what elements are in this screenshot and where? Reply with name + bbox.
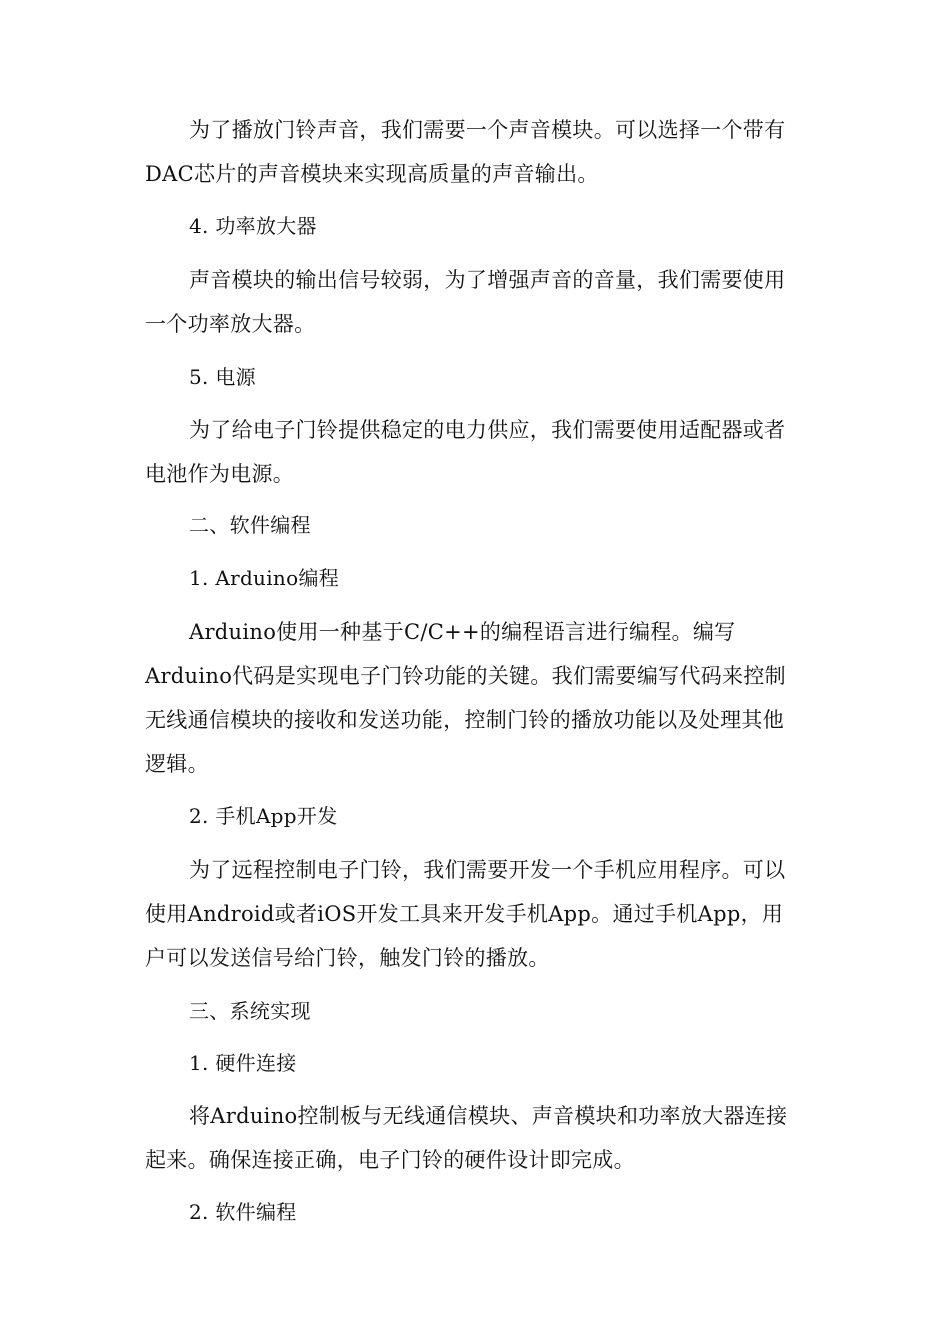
paragraph-power-amplifier: 声音模块的输出信号较弱，为了增强声音的音量，我们需要使用一个功率放大器。: [145, 268, 786, 336]
heading-software-programming: 二、软件编程: [189, 513, 311, 537]
heading-arduino-programming: 1. Arduino编程: [189, 566, 340, 590]
heading-software-programming-2: 2. 软件编程: [189, 1200, 297, 1224]
heading-power-supply: 5. 电源: [189, 365, 256, 389]
paragraph-arduino-programming: Arduino使用一种基于C/C++的编程语言进行编程。编写Arduino代码是实现电子门铃功能的关键。我们需要编写代码来控制无线通信模块的接收和发送功能，控制门铃的播放功能以及处理其他逻辑。: [145, 620, 786, 776]
heading-power-amplifier: 4. 功率放大器: [189, 214, 317, 238]
paragraph-hardware-connection: 将Arduino控制板与无线通信模块、声音模块和功率放大器连接起来。确保连接正确，电子门铃的硬件设计即完成。: [145, 1104, 788, 1172]
heading-hardware-connection: 1. 硬件连接: [189, 1051, 297, 1075]
paragraph-mobile-app: 为了远程控制电子门铃，我们需要开发一个手机应用程序。可以使用Android或者iOS开发工具来开发手机App。通过手机App，用户可以发送信号给门铃，触发门铃的播放。: [145, 858, 786, 970]
paragraph-sound-module: 为了播放门铃声音，我们需要一个声音模块。可以选择一个带有DAC芯片的声音模块来实现高质量的声音输出。: [145, 118, 786, 186]
heading-mobile-app: 2. 手机App开发: [189, 804, 338, 828]
heading-system-implementation: 三、系统实现: [189, 999, 311, 1023]
paragraph-power-supply: 为了给电子门铃提供稳定的电力供应，我们需要使用适配器或者电池作为电源。: [145, 418, 786, 486]
